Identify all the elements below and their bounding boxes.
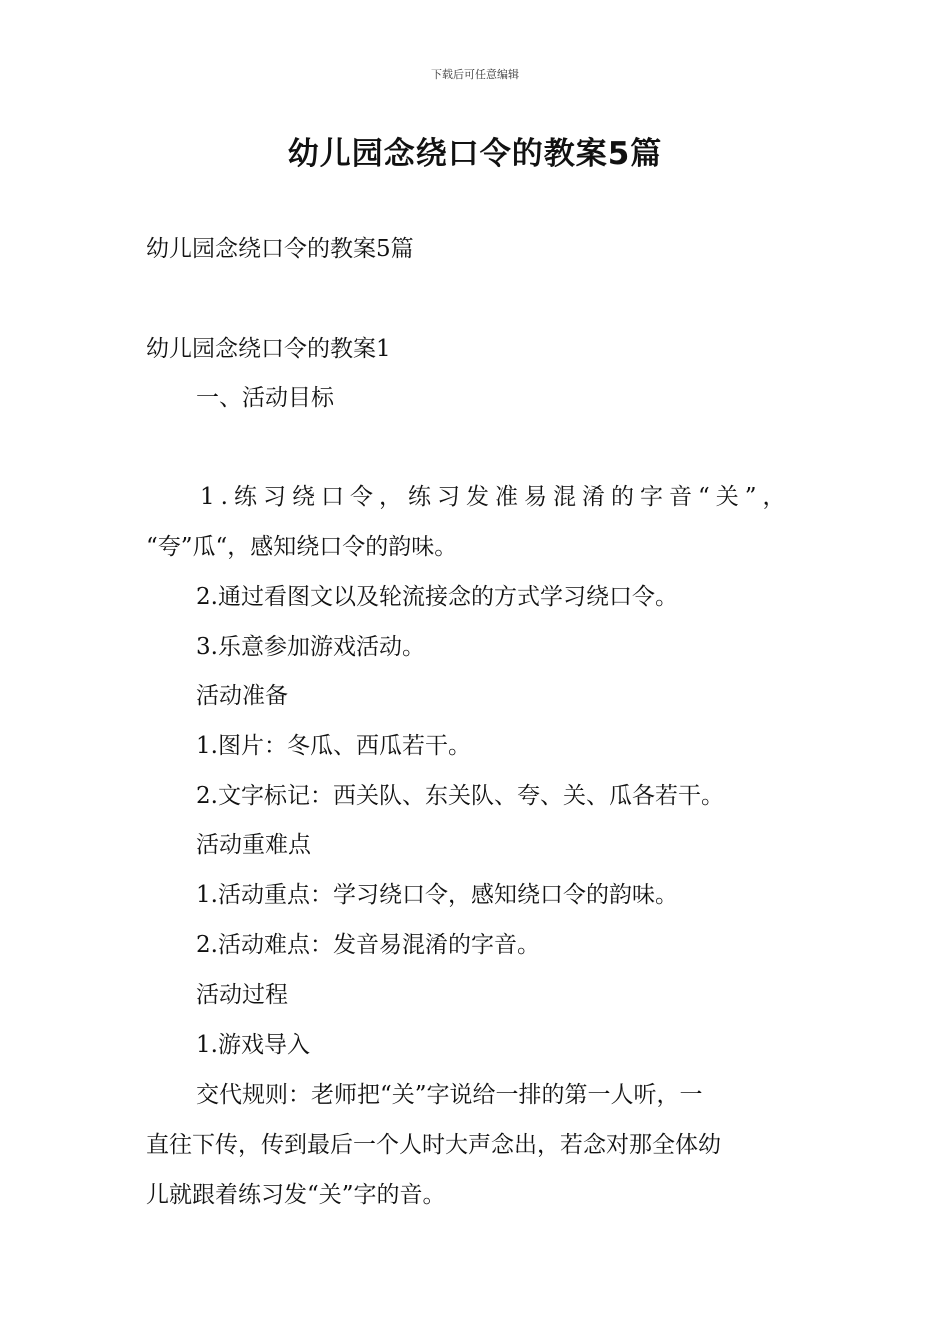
key-item-2: 2.活动难点：发音易混淆的字音。 — [196, 932, 540, 958]
subtitle: 幼儿园念绕口令的教案5篇 — [146, 236, 414, 262]
process-item-1: 1.游戏导入 — [196, 1032, 310, 1058]
key-item-1: 1.活动重点：学习绕口令，感知绕口令的韵味。 — [196, 882, 678, 908]
key-heading: 活动重难点 — [196, 832, 311, 858]
goal-1-line-1: 1.练习绕口令，练习发准易混淆的字音“关”， — [200, 484, 792, 510]
prep-item-1: 1.图片：冬瓜、西瓜若干。 — [196, 733, 471, 759]
header-note: 下载后可任意编辑 — [431, 68, 519, 81]
goal-1-line-2: “夸”瓜“，感知绕口令的韵味。 — [146, 534, 458, 560]
prep-item-2: 2.文字标记：西关队、东关队、夸、关、瓜各若干。 — [196, 783, 724, 809]
goal-2: 2.通过看图文以及轮流接念的方式学习绕口令。 — [196, 584, 678, 610]
goals-heading: 一、活动目标 — [196, 385, 334, 411]
prep-heading: 活动准备 — [196, 683, 288, 709]
process-heading: 活动过程 — [196, 982, 288, 1008]
rules-line-2: 直往下传，传到最后一个人时大声念出，若念对那全体幼 — [146, 1132, 721, 1158]
rules-line-3: 儿就跟着练习发“关”字的音。 — [146, 1182, 446, 1208]
rules-line-1: 交代规则：老师把“关”字说给一排的第一人听，一 — [196, 1082, 703, 1108]
goal-3: 3.乐意参加游戏活动。 — [196, 634, 425, 660]
section-title: 幼儿园念绕口令的教案1 — [146, 336, 391, 362]
document-title: 幼儿园念绕口令的教案5篇 — [287, 136, 663, 172]
